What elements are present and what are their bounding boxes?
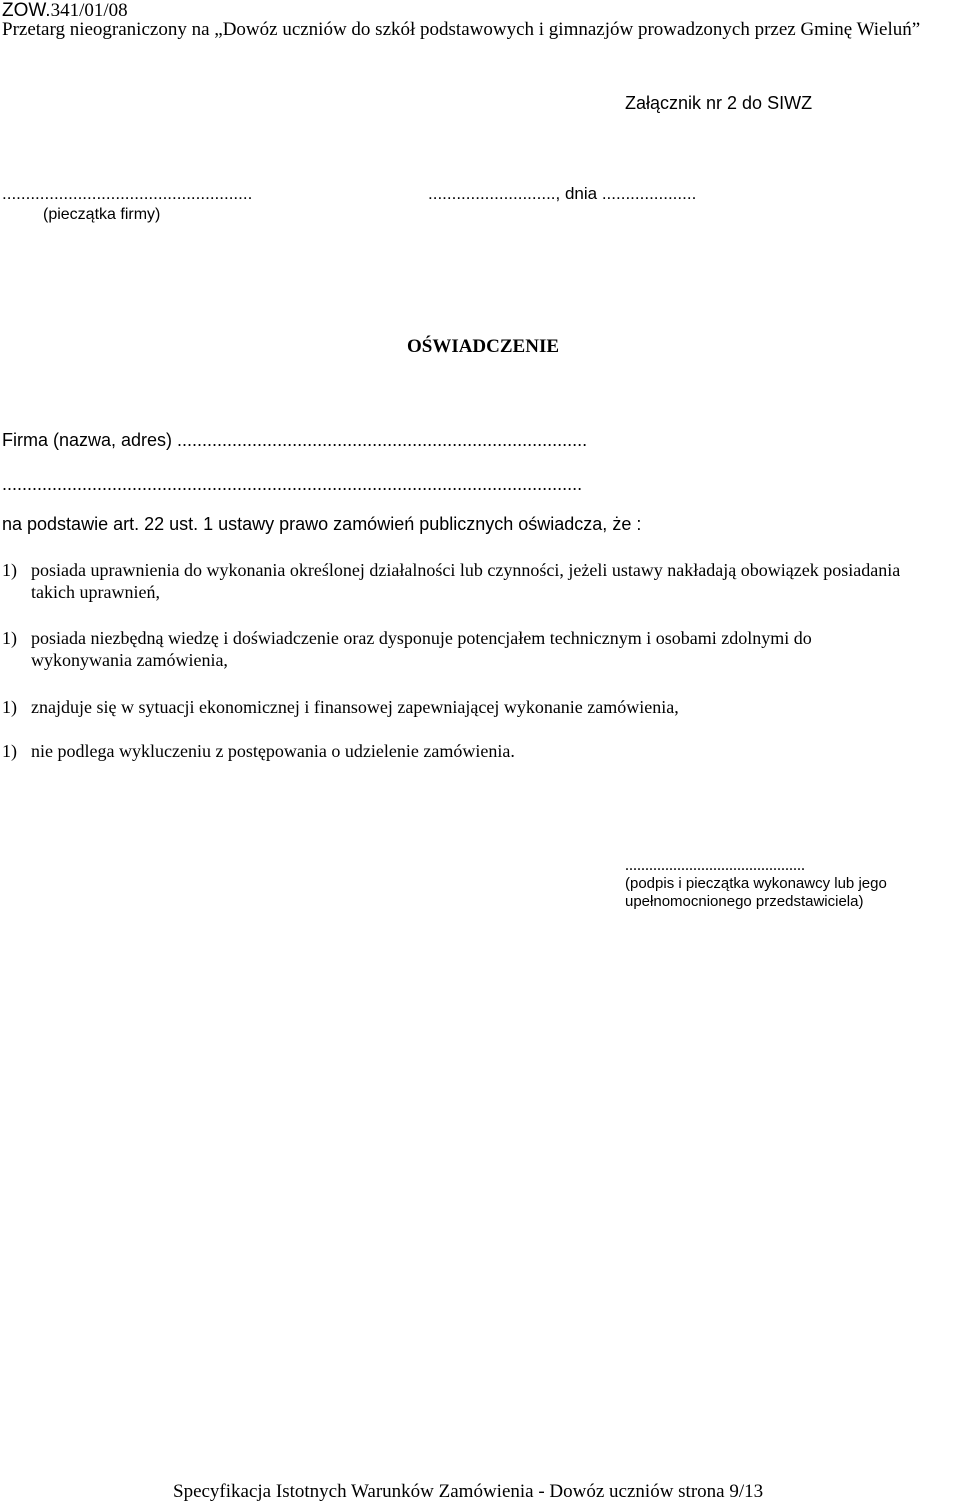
list-item-number: 1) xyxy=(2,741,17,761)
document-code-prefix: ZOW. xyxy=(2,0,51,21)
signature-label-line-1: (podpis i pieczątka wykonawcy lub jego xyxy=(625,875,887,892)
signature-label-line-2: upełnomocnionego przedstawiciela) xyxy=(625,893,864,910)
stamp-label: (pieczątka firmy) xyxy=(43,206,161,223)
attachment-label: Załącznik nr 2 do SIWZ xyxy=(625,93,813,113)
firm-dotted-line-2: .................................................................................................................... xyxy=(2,474,583,494)
list-item-text: posiada niezbędną wiedzę i doświadczenie oraz dysponuje potencjałem technicznym i osobami zdolnymi do wykonywania zamówienia, xyxy=(31,628,812,670)
list-item xyxy=(2,627,902,671)
page-footer: Specyfikacja Istotnych Warunków Zamówienia - Dowóz uczniów strona 9/13 xyxy=(173,1481,764,1502)
list-item-number: 1) xyxy=(2,560,17,580)
list-item-text: posiada uprawnienia do wykonania określonej działalności lub czynności, jeżeli ustawy nakładają obowiązek posiadania takich uprawnień, xyxy=(31,560,901,602)
list-item-text: znajduje się w sytuacji ekonomicznej i finansowej zapewniającej wykonanie zamówienia, xyxy=(31,697,679,717)
stamp-dotted-line: ..................................................... xyxy=(2,184,253,203)
firm-name-address-field: Firma (nazwa, adres) .................................................................................. xyxy=(2,430,588,450)
place-date-line: ..........................., dnia .................... xyxy=(428,184,697,203)
signature-dotted-line: ............................................. xyxy=(625,857,805,874)
tender-title: Przetarg nieograniczony na „Dowóz uczniów do szkół podstawowych i gimnazjów prowadzonych przez Gminę Wieluń” xyxy=(2,19,921,40)
intro-statement: na podstawie art. 22 ust. 1 ustawy prawo zamówień publicznych oświadcza, że : xyxy=(2,514,642,534)
list-item-number: 1) xyxy=(2,697,17,717)
document-title: OŚWIADCZENIE xyxy=(406,336,560,357)
list-item xyxy=(2,740,902,762)
list-item-number: 1) xyxy=(2,628,17,648)
document-code-number: 341/01/08 xyxy=(50,0,128,21)
list-item xyxy=(2,559,902,603)
list-item xyxy=(2,696,902,718)
list-item-text: nie podlega wykluczeniu z postępowania o udzielenie zamówienia. xyxy=(31,741,515,761)
